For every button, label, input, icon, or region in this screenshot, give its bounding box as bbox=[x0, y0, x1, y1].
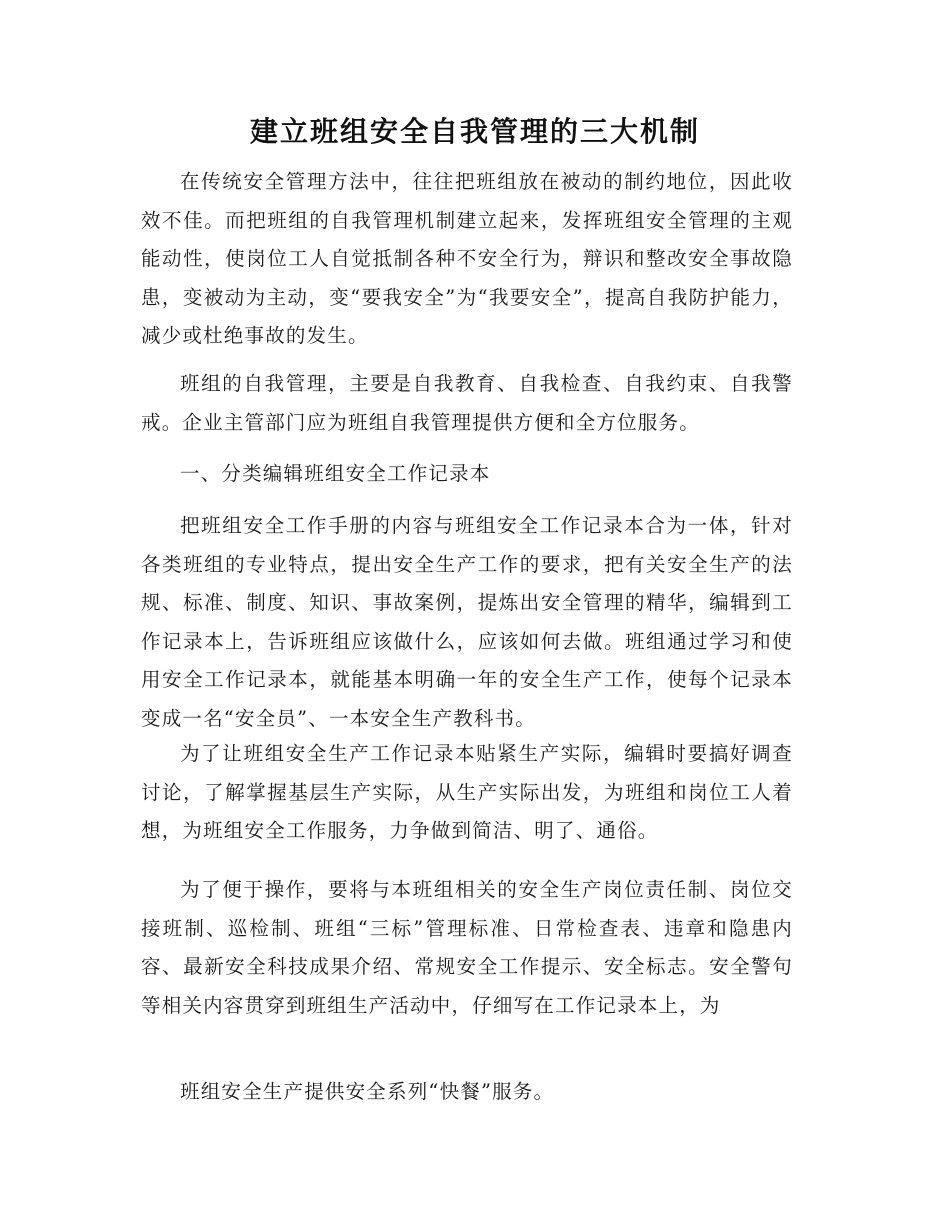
paragraph-editing: 为了让班组安全生产工作记录本贴紧生产实际，编辑时要搞好调查讨论，了解掌握基层生产实际，从生产实际出发，为班组和岗位工人着想，为班组安全工作服务，力争做到简洁、明了、通俗。 bbox=[141, 742, 793, 842]
paragraph-fast-service: 班组安全生产提供安全系列“快餐”服务。 bbox=[180, 1080, 555, 1103]
paragraph-operation: 为了便于操作，要将与本班组相关的安全生产岗位责任制、岗位交接班制、巡检制、班组“三标”管理标准、日常检查表、违章和隐患内容、最新安全科技成果介绍、常规安全工作提示、安全标志。安全警句等相关内容贯穿到班组生产活动中，仔细写在工作记录本上，为 bbox=[141, 878, 793, 1017]
paragraph-self-management: 班组的自我管理，主要是自我教育、自我检查、自我约束、自我警戒。企业主管部门应为班组自我管理提供方便和全方位服务。 bbox=[141, 372, 793, 434]
paragraph-record-book: 把班组安全工作手册的内容与班组安全工作记录本合为一体，针对各类班组的专业特点，提出安全生产工作的要求，把有关安全生产的法规、标准、制度、知识、事故案例，提炼出安全管理的精华，编辑到工作记录本上，告诉班组应该做什么，应该如何去做。班组通过学习和使用安全工作记录本，就能基本明确一年的安全生产工作，使每个记录本变成一名“安全员”、一本安全生产教科书。 bbox=[141, 514, 793, 730]
section-heading-1: 一、分类编辑班组安全工作记录本 bbox=[180, 462, 491, 485]
document-title: 建立班组安全自我管理的三大机制 bbox=[249, 115, 700, 148]
paragraph-intro: 在传统安全管理方法中，往往把班组放在被动的制约地位，因此收效不佳。而把班组的自我管理机制建立起来，发挥班组安全管理的主观能动性，使岗位工人自觉抵制各种不安全行为，辩识和整改安全事故隐患，变被动为主动，变“要我安全”为“我要安全”，提高自我防护能力，减少或杜绝事故的发生。 bbox=[141, 170, 793, 347]
